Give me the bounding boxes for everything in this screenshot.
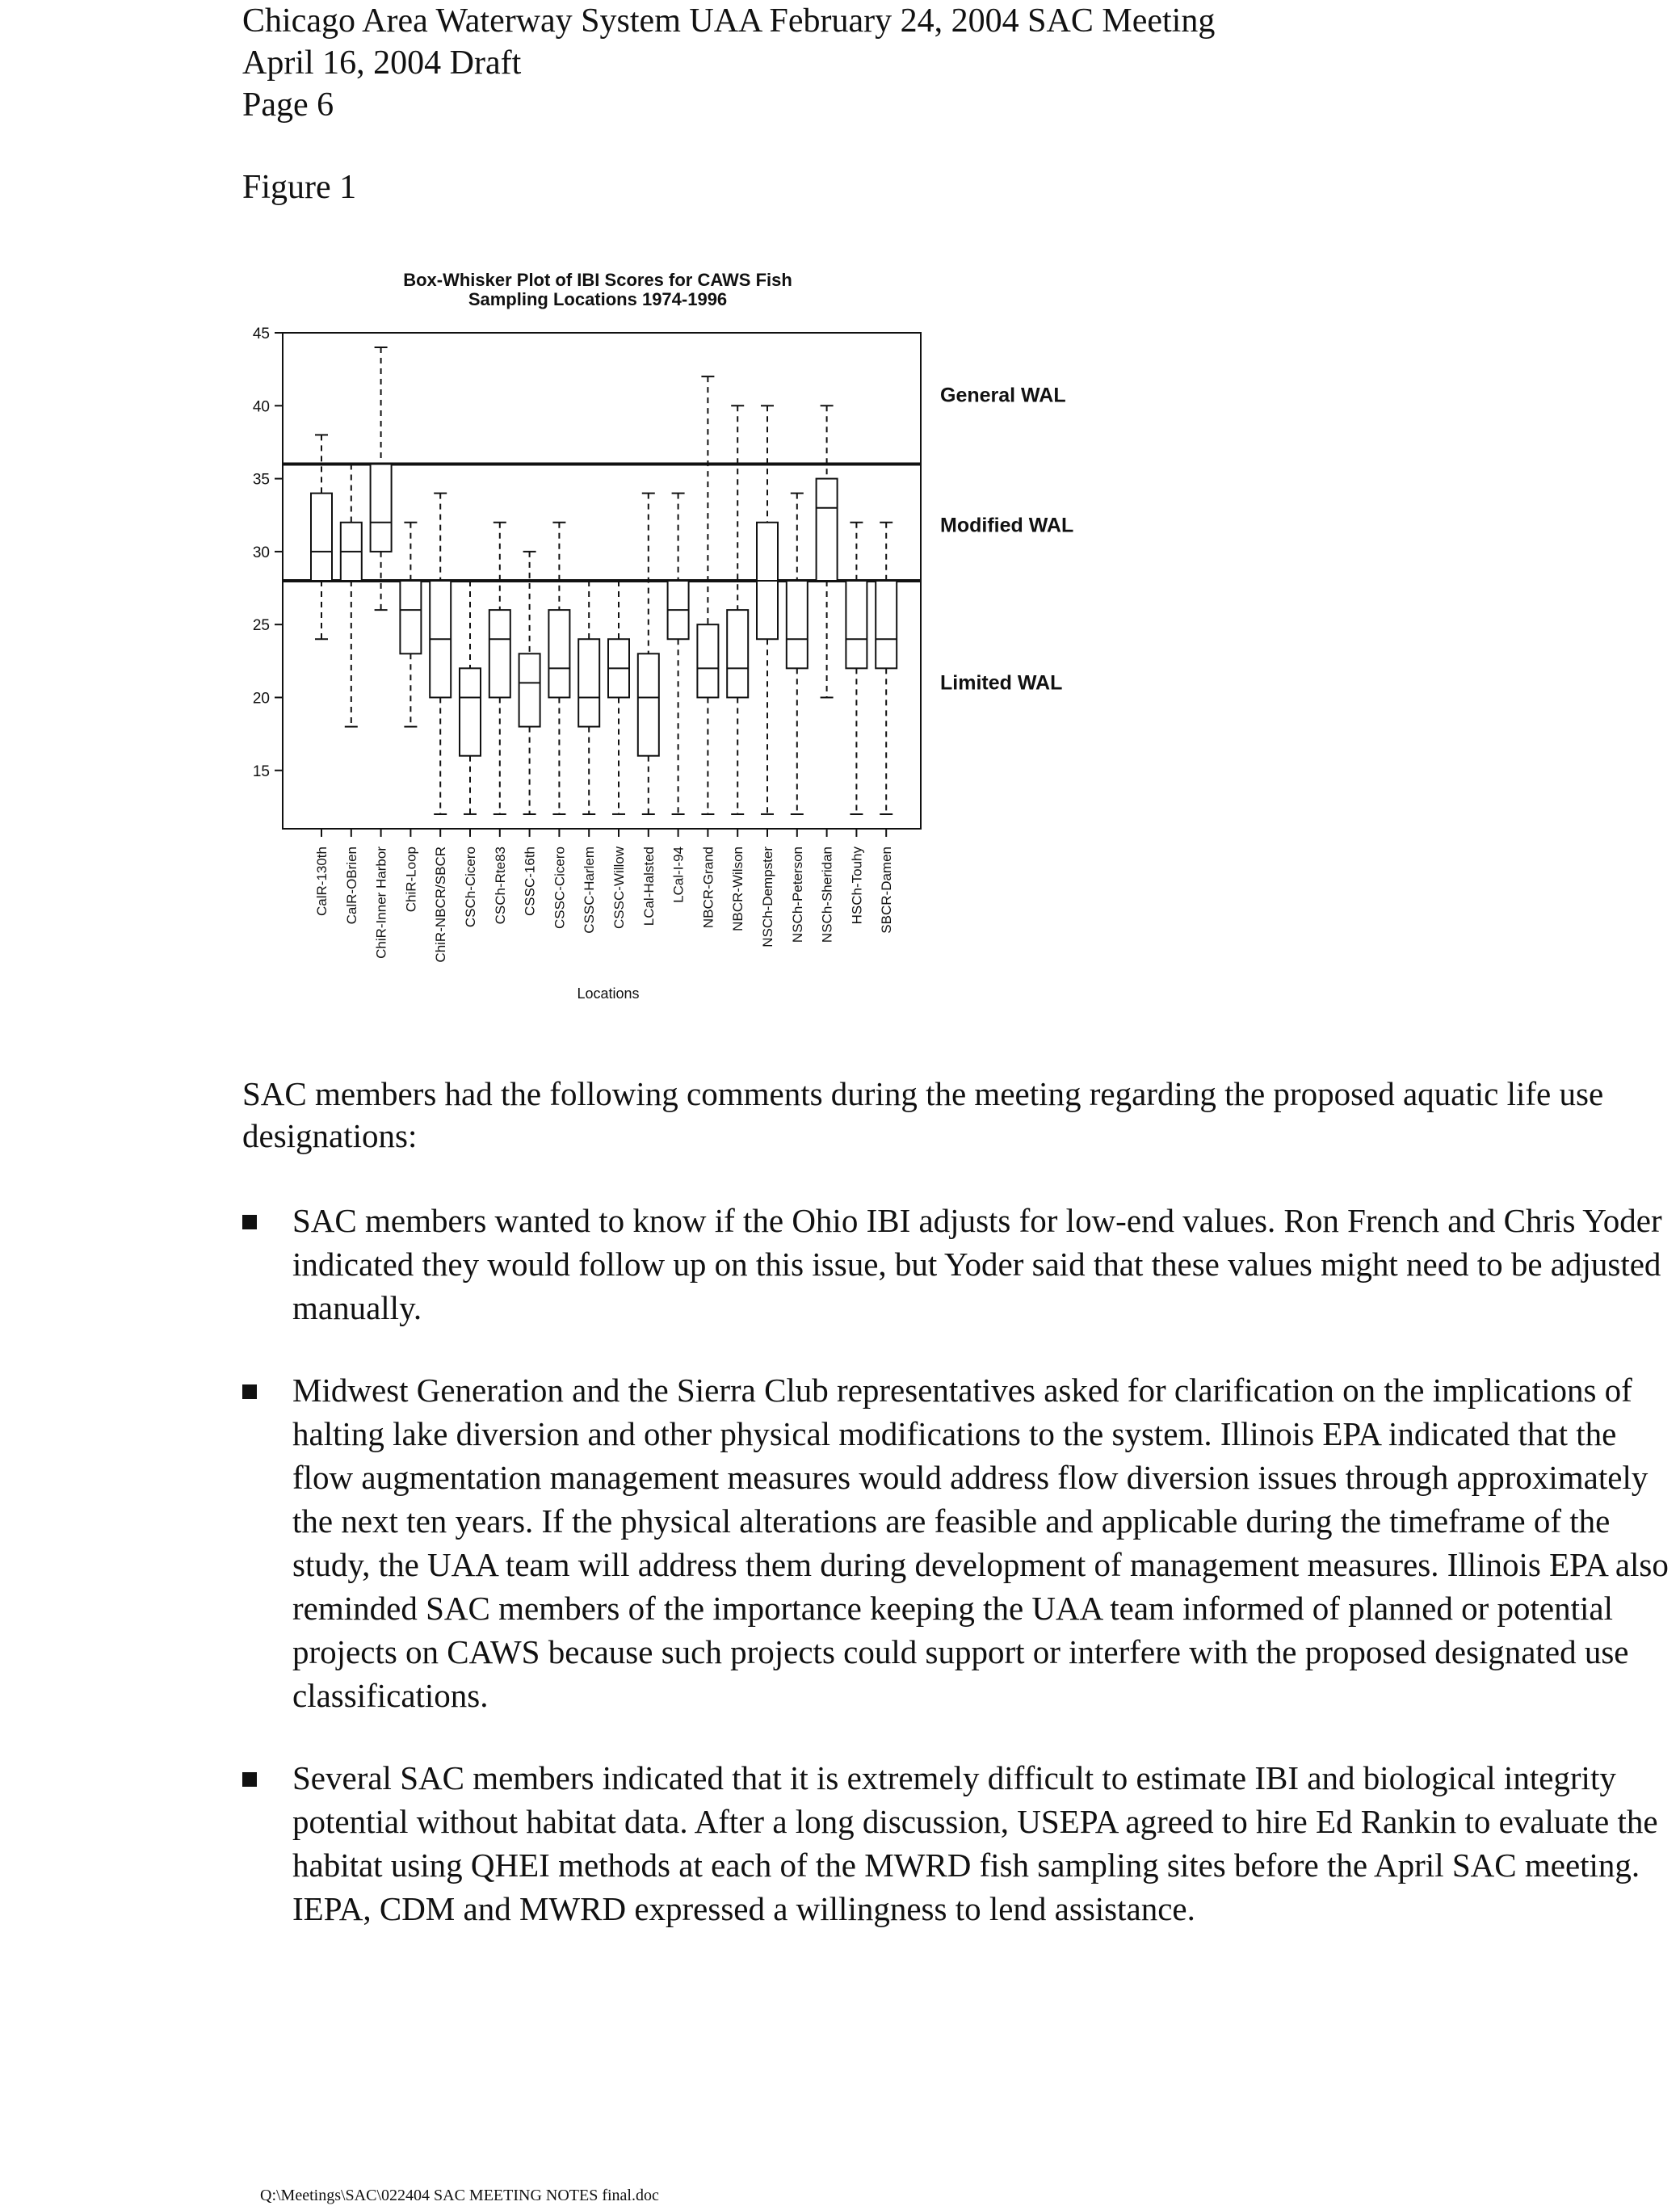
figure-label: Figure 1	[242, 169, 357, 206]
header-page-number: Page 6	[242, 86, 334, 124]
bullet-square-icon	[242, 1772, 257, 1787]
box	[787, 581, 808, 668]
x-tick-label: CSCh-Rte83	[492, 847, 508, 925]
header-draft-date: April 16, 2004 Draft	[242, 44, 522, 82]
list-item-text: SAC members wanted to know if the Ohio IBI adjusts for low-end values. Ron French and Chris Yoder indicated they would follow up on this issue, but Yoder said that these values might need to be adjusted manually.	[292, 1202, 1662, 1326]
x-tick-label: SBCR-Damen	[879, 847, 895, 934]
box	[817, 479, 838, 581]
box	[489, 610, 510, 697]
y-tick-label: 45	[252, 326, 270, 342]
zone-label: Limited WAL	[940, 671, 1063, 695]
box	[697, 624, 718, 697]
list-item	[242, 1199, 1672, 1330]
intro-paragraph: SAC members had the following comments during the meeting regarding the proposed aquatic life use designations:	[242, 1075, 1604, 1154]
x-tick-label: CSSC-Cicero	[552, 847, 568, 930]
list-item-text: Midwest Generation and the Sierra Club representatives asked for clarification on the implications of halting lake diversion and other physical modifications to the system. Illinois EPA indicated that the flow augmentation management measures would address flow diversion issues through approximately the next ten years. If the physical alterations are feasible and applicable during the timeframe of the study, the UAA team will address them during development of management measures. Illinois EPA also reminded SAC members of the importance keeping the UAA team informed of planned or potential projects on CAWS because such projects could support or interfere with the proposed designated use classifications.	[292, 1372, 1669, 1714]
x-tick-label: LCal-Halsted	[640, 847, 657, 926]
x-tick-label: CSCh-Cicero	[463, 847, 478, 928]
chart-title-line2: Sampling Locations 1974-1996	[468, 289, 728, 309]
box	[400, 581, 421, 653]
box	[727, 610, 748, 697]
x-tick-label: CalR-130th	[314, 847, 330, 916]
x-tick-label: HSCh-Touhy	[849, 847, 865, 925]
x-axis-label: Locations	[577, 985, 640, 1002]
box	[548, 610, 569, 697]
x-tick-label: ChiR-Inner Harbor	[373, 847, 389, 959]
x-tick-label: CSSC-Willow	[611, 847, 627, 929]
x-tick-label: ChiR-Loop	[403, 847, 419, 913]
y-tick-label: 30	[252, 544, 270, 561]
y-tick-label: 35	[252, 471, 270, 489]
box	[638, 653, 659, 755]
header-meeting-title: Chicago Area Waterway System UAA February 24, 2004 SAC Meeting	[242, 2, 1216, 40]
chart-svg	[210, 258, 1179, 1018]
x-tick-label: CSSC-Harlem	[582, 847, 598, 934]
x-tick-label: NSCh-Peterson	[789, 847, 805, 943]
bullet-square-icon	[242, 1384, 257, 1399]
box	[371, 464, 392, 552]
zone-label: Modified WAL	[940, 514, 1074, 537]
box	[519, 653, 540, 726]
x-tick-label: CSSC-16th	[522, 847, 538, 916]
list-item	[242, 1368, 1672, 1717]
zone-label: General WAL	[940, 384, 1066, 407]
box	[311, 494, 332, 581]
y-tick-label: 40	[252, 398, 270, 416]
y-tick-label: 20	[252, 690, 270, 708]
box-whisker-chart	[210, 258, 1179, 1018]
box	[846, 581, 867, 668]
box	[876, 581, 897, 668]
file-path-footer: Q:\Meetings\SAC\022404 SAC MEETING NOTES final.doc	[260, 2187, 659, 2204]
list-item	[242, 1756, 1672, 1931]
chart-title-line1: Box-Whisker Plot of IBI Scores for CAWS Fish	[403, 270, 792, 290]
x-tick-label: CalR-OBrien	[343, 847, 359, 925]
page-header	[242, 0, 1215, 126]
box	[578, 639, 599, 726]
x-tick-label: NBCR-Wilson	[730, 847, 746, 931]
list-item-text: Several SAC members indicated that it is extremely difficult to estimate IBI and biological integrity potential without habitat data. After a long discussion, USEPA agreed to hire Ed Rankin to evaluate the habitat using QHEI methods at each of the MWRD fish sampling sites before the April SAC meeting. IEPA, CDM and MWRD expressed a willingness to lend assistance.	[292, 1759, 1658, 1927]
x-tick-label: NSCh-Sheridan	[819, 847, 835, 943]
y-tick-label: 15	[252, 763, 270, 780]
comment-list	[242, 1199, 1672, 1969]
x-tick-label: ChiR-NBCR/SBCR	[433, 847, 449, 963]
x-tick-label: NBCR-Grand	[700, 847, 716, 929]
bullet-square-icon	[242, 1215, 257, 1229]
x-tick-label: NSCh-Dempster	[760, 847, 775, 947]
box	[460, 668, 481, 755]
x-tick-label: LCal-I-94	[670, 847, 687, 903]
y-tick-label: 25	[252, 617, 270, 635]
